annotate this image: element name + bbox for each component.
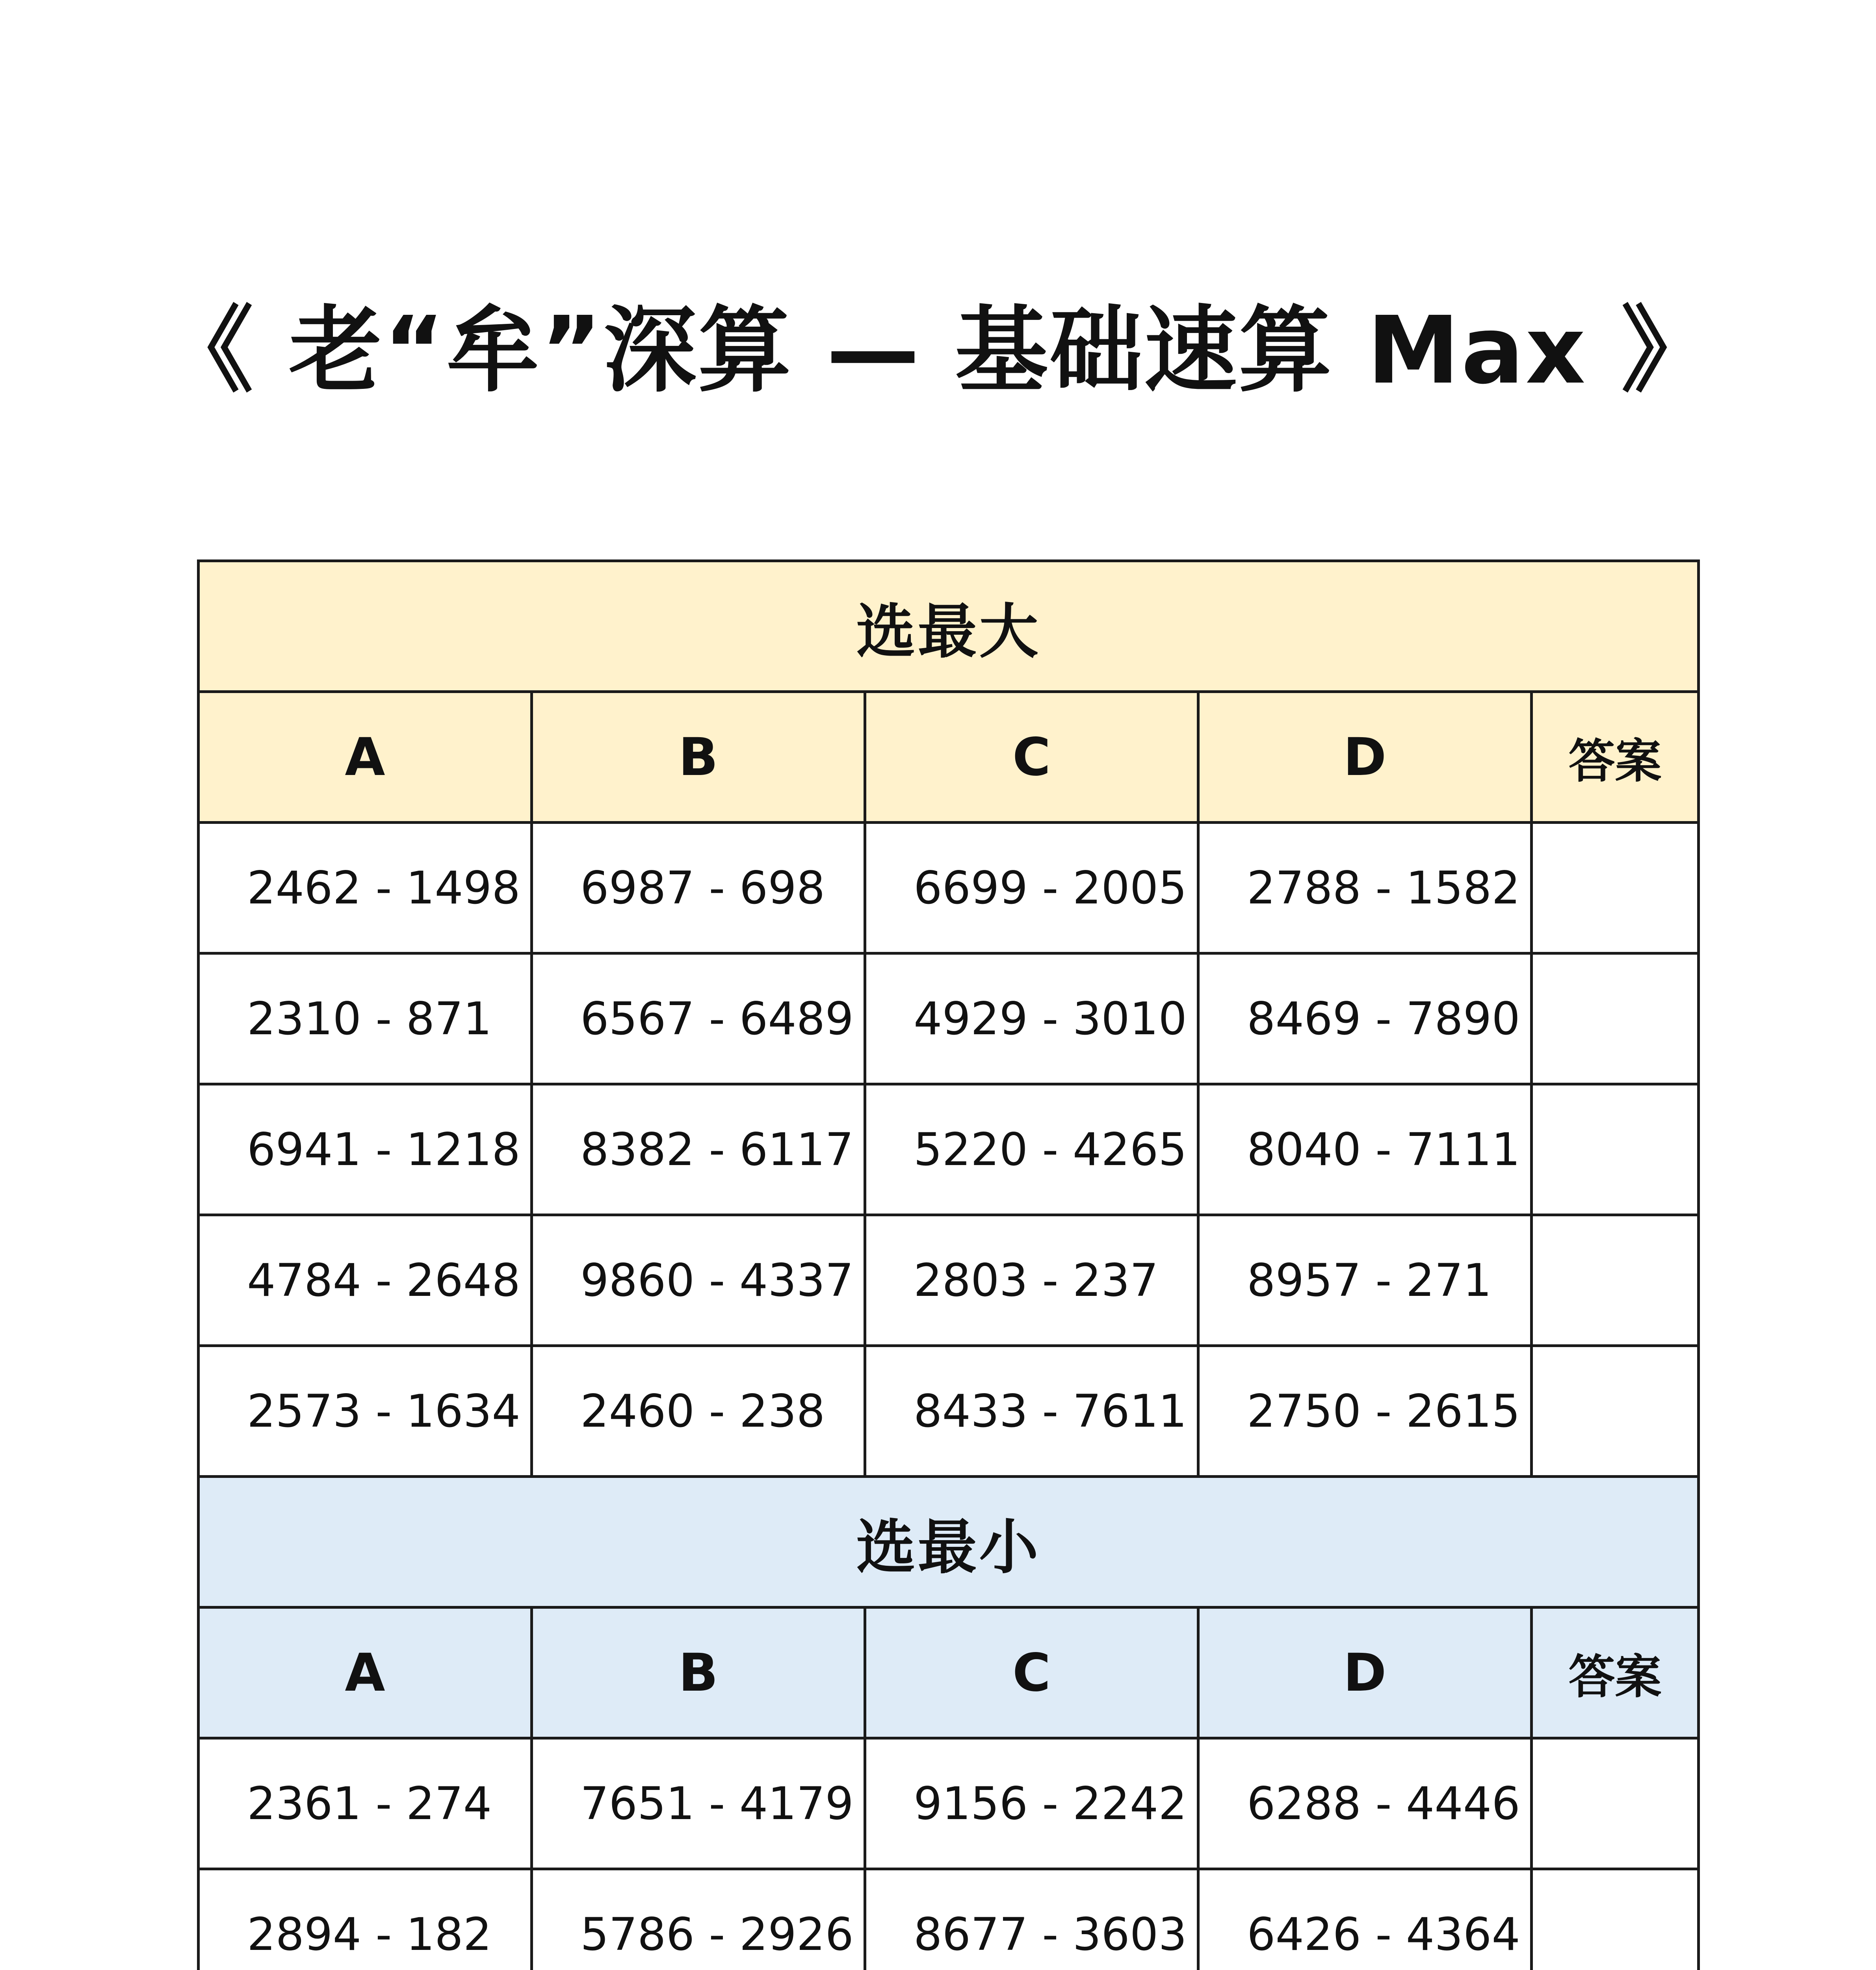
expression-cell: 5786 - 2926: [532, 1869, 865, 1970]
expression-cell: 2750 - 2615: [1198, 1346, 1532, 1477]
table-row: [199, 1738, 1699, 1869]
page-title: 《 老“牟”深算 — 基础速算 Max 》: [160, 296, 1716, 405]
answer-cell[interactable]: [1532, 953, 1699, 1084]
expression-cell: 9860 - 4337: [532, 1215, 865, 1346]
table-row: [199, 1084, 1699, 1215]
answer-cell[interactable]: [1532, 823, 1699, 953]
expression-cell: 4784 - 2648: [199, 1215, 532, 1346]
table-row: [199, 1346, 1699, 1477]
column-header-row: [199, 692, 1699, 823]
answer-cell[interactable]: [1532, 1215, 1699, 1346]
expression-cell: 6699 - 2005: [865, 823, 1198, 953]
expression-cell: 2460 - 238: [532, 1346, 865, 1477]
expression-cell: 6941 - 1218: [199, 1084, 532, 1215]
expression-cell: 7651 - 4179: [532, 1738, 865, 1869]
expression-cell: 6987 - 698: [532, 823, 865, 953]
section-title-min: 选最小: [199, 1477, 1699, 1608]
column-header-a: A: [199, 1608, 532, 1738]
expression-cell: 2462 - 1498: [199, 823, 532, 953]
expression-cell: 2803 - 237: [865, 1215, 1198, 1346]
section-header-row: [199, 1477, 1699, 1608]
expression-cell: 6288 - 4446: [1198, 1738, 1532, 1869]
quiz-table: [197, 559, 1700, 1970]
table-row: [199, 1215, 1699, 1346]
expression-cell: 8957 - 271: [1198, 1215, 1532, 1346]
expression-cell: 8382 - 6117: [532, 1084, 865, 1215]
expression-cell: 5220 - 4265: [865, 1084, 1198, 1215]
table-row: [199, 1869, 1699, 1970]
expression-cell: 2310 - 871: [199, 953, 532, 1084]
expression-cell: 2894 - 182: [199, 1869, 532, 1970]
column-header-a: A: [199, 692, 532, 823]
expression-cell: 2361 - 274: [199, 1738, 532, 1869]
answer-cell[interactable]: [1532, 1738, 1699, 1869]
column-header-row: [199, 1608, 1699, 1738]
expression-cell: 2788 - 1582: [1198, 823, 1532, 953]
expression-cell: 4929 - 3010: [865, 953, 1198, 1084]
column-header-d: D: [1198, 1608, 1532, 1738]
column-header-d: D: [1198, 692, 1532, 823]
section-header-row: [199, 561, 1699, 692]
expression-cell: 6426 - 4364: [1198, 1869, 1532, 1970]
column-header-answer: 答案: [1532, 692, 1699, 823]
expression-cell: 8677 - 3603: [865, 1869, 1198, 1970]
expression-cell: 8469 - 7890: [1198, 953, 1532, 1084]
expression-cell: 2573 - 1634: [199, 1346, 532, 1477]
column-header-answer: 答案: [1532, 1608, 1699, 1738]
expression-cell: 8433 - 7611: [865, 1346, 1198, 1477]
column-header-c: C: [865, 1608, 1198, 1738]
column-header-c: C: [865, 692, 1198, 823]
table-row: [199, 953, 1699, 1084]
column-header-b: B: [532, 692, 865, 823]
expression-cell: 6567 - 6489: [532, 953, 865, 1084]
answer-cell[interactable]: [1532, 1346, 1699, 1477]
section-title-max: 选最大: [199, 561, 1699, 692]
column-header-b: B: [532, 1608, 865, 1738]
answer-cell[interactable]: [1532, 1869, 1699, 1970]
expression-cell: 8040 - 7111: [1198, 1084, 1532, 1215]
answer-cell[interactable]: [1532, 1084, 1699, 1215]
table-row: [199, 823, 1699, 953]
expression-cell: 9156 - 2242: [865, 1738, 1198, 1869]
